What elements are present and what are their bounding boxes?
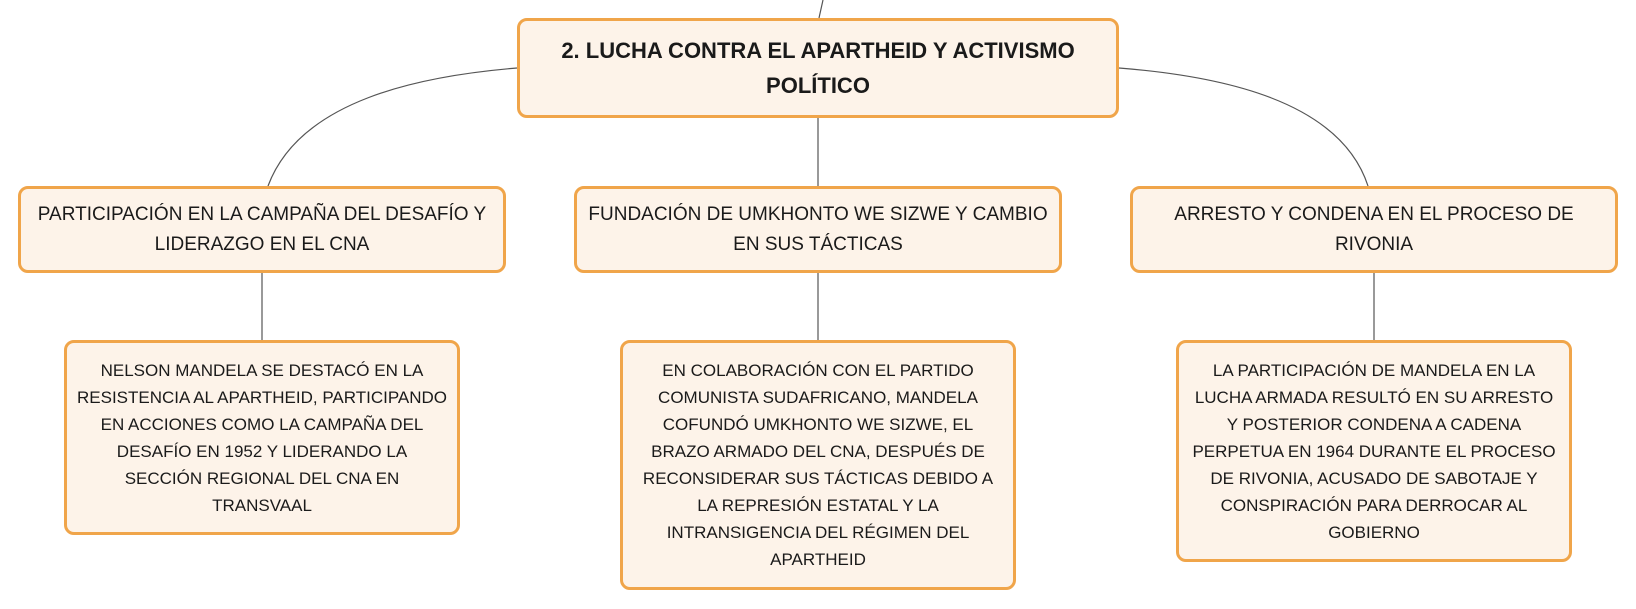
branch-node-title: FUNDACIÓN DE UMKHONTO WE SIZWE Y CAMBIO EN SUS TÁCTICAS (588, 203, 1048, 255)
branch-node-rivonia[interactable] (1130, 186, 1618, 273)
detail-node-text: LA PARTICIPACIÓN DE MANDELA EN LA LUCHA ARMADA RESULTÓ EN SU ARRESTO Y POSTERIOR CONDENA A CADENA PERPETUA EN 1964 DURANTE EL PROCESO DE RIVONIA, ACUSADO DE SABOTAJE Y CONSPIRACIÓN PARA DERROCAR AL GOBIERNO (1192, 360, 1556, 542)
detail-node-text: NELSON MANDELA SE DESTACÓ EN LA RESISTENCIA AL APARTHEID, PARTICIPANDO EN ACCIONES COMO LA CAMPAÑA DEL DESAFÍO EN 1952 Y LIDERANDO LA SECCIÓN REGIONAL DEL CNA EN TRANSVAAL (77, 360, 448, 515)
connector-root-to-branch-3 (1119, 68, 1368, 186)
branch-node-title: ARRESTO Y CONDENA EN EL PROCESO DE RIVONIA (1174, 203, 1574, 255)
root-node-title: 2. LUCHA CONTRA EL APARTHEID Y ACTIVISMO POLÍTICO (561, 38, 1075, 98)
branch-node-title: PARTICIPACIÓN EN LA CAMPAÑA DEL DESAFÍO Y LIDERAZGO EN EL CNA (37, 203, 487, 255)
connector-root-to-branch-1 (268, 68, 517, 186)
detail-node-rivonia[interactable] (1176, 340, 1572, 562)
detail-node-text: EN COLABORACIÓN CON EL PARTIDO COMUNISTA SUDAFRICANO, MANDELA COFUNDÓ UMKHONTO WE SIZWE, EL BRAZO ARMADO DEL CNA, DESPUÉS DE RECONSIDERAR SUS TÁCTICAS DEBIDO A LA REPRESIÓN ESTATAL Y LA INTRANSIGENCIA DEL RÉGIMEN DEL APARTHEID (642, 361, 994, 569)
root-node[interactable] (517, 18, 1119, 118)
connector-parent-to-root (819, 0, 823, 18)
detail-node-campana-desafio[interactable] (64, 340, 460, 535)
detail-node-umkhonto[interactable] (620, 340, 1016, 590)
branch-node-campana-desafio[interactable] (18, 186, 506, 273)
branch-node-umkhonto[interactable] (574, 186, 1062, 273)
